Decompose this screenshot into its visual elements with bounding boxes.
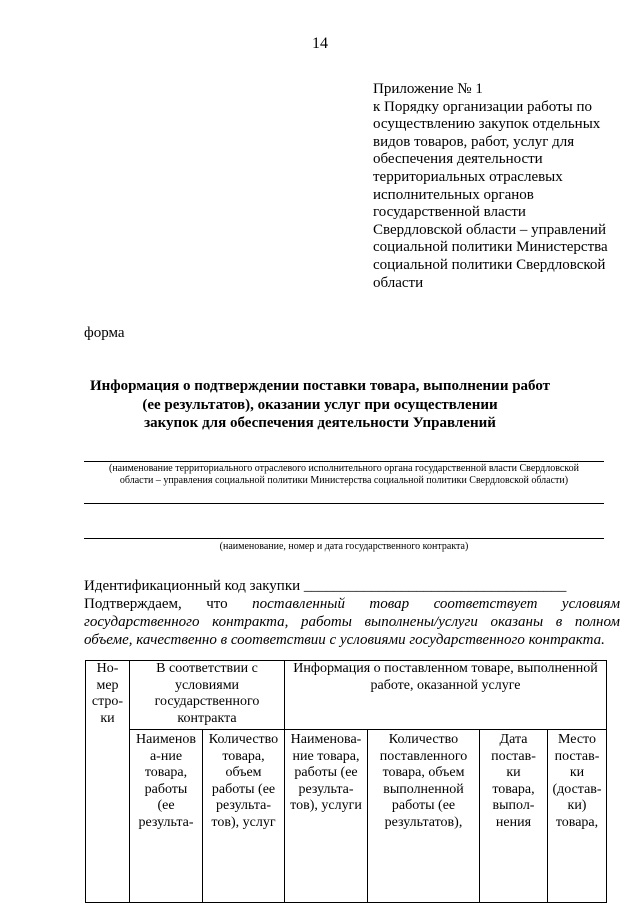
appendix-block xyxy=(373,81,623,292)
caption-line: области – управления социальной политики Министерства социальной политики Свердловской области) xyxy=(119,475,569,486)
appendix-line: территориальных отраслевых xyxy=(373,168,563,185)
purchase-id-code: Идентификационный код закупки ___________________________________ xyxy=(84,578,567,594)
appendix-line: Свердловской области – управлений xyxy=(373,221,606,238)
contract-name-line xyxy=(84,538,604,539)
header-delivered-quantity: Количество поставленного товара, объем выполненной работы (ее результатов), xyxy=(368,730,480,903)
appendix-line: области xyxy=(373,274,424,291)
table-subheader-row xyxy=(86,730,607,903)
title-line: Информация о подтверждении поставки товара, выполнении работ xyxy=(89,378,551,394)
form-label: форма xyxy=(84,325,125,341)
title-line: закупок для обеспечения деятельности Управлений xyxy=(144,415,496,431)
appendix-line: видов товаров, работ, услуг для xyxy=(373,133,575,150)
confirm-line-1 xyxy=(84,596,620,614)
appendix-line: осуществлению закупок отдельных xyxy=(373,116,601,133)
separator-line xyxy=(84,503,604,504)
confirm-line-2 xyxy=(84,614,620,632)
appendix-line: обеспечения деятельности xyxy=(373,151,543,168)
confirmation-text xyxy=(84,596,620,649)
appendix-line: социальной политики Свердловской xyxy=(373,256,606,273)
confirm-word: Подтверждаем, xyxy=(84,596,182,612)
confirm-italic: объеме, качественно в соответствии с условиями государственного контракта. xyxy=(84,631,605,648)
appendix-line: государственной власти xyxy=(373,204,526,221)
caption-line: (наименование территориального отраслевого исполнительного органа государственной власти Свердловской xyxy=(108,463,580,474)
title-line: (ее результатов), оказании услуг при осуществлении xyxy=(142,396,498,413)
header-contract-item-name: Наименов а-ние товара, работы (ее результа- xyxy=(130,730,203,903)
confirm-line-3 xyxy=(84,632,620,650)
appendix-line: социальной политики Министерства xyxy=(373,239,608,256)
table-header-row xyxy=(86,661,607,730)
header-contract-quantity: Количество товара, объем работы (ее результа- тов), услуг xyxy=(203,730,285,903)
products-table xyxy=(85,660,607,903)
header-delivered-item-name: Наименова- ние товара, работы (ее результа- тов), услуги xyxy=(285,730,368,903)
confirm-italic: государственного контракта, работы выполнены/услуги оказаны в полном xyxy=(84,613,620,630)
header-contract-group: В соответствии с условиями государственного контракта xyxy=(130,661,285,730)
header-delivery-date: Дата постав- ки товара, выпол- нения xyxy=(480,730,548,903)
header-delivery-place: Место постав- ки (достав- ки) товара, xyxy=(548,730,607,903)
document-title xyxy=(60,377,580,433)
appendix-line: исполнительных органов xyxy=(373,186,534,203)
contract-caption: (наименование, номер и дата государственного контракта) xyxy=(219,541,469,552)
org-name-line xyxy=(84,461,604,462)
header-delivered-group: Информация о поставленном товаре, выполненной работе, оказанной услуге xyxy=(285,661,607,730)
confirm-word: что xyxy=(206,596,228,612)
appendix-line: к Порядку организации работы по xyxy=(373,98,593,115)
org-caption xyxy=(84,463,604,487)
appendix-title: Приложение № 1 xyxy=(373,81,483,97)
header-row-number: Но- мер стро- ки xyxy=(86,661,130,903)
page-number: 14 xyxy=(312,35,328,52)
confirm-italic: поставленный товар соответствует условиям xyxy=(252,596,620,612)
